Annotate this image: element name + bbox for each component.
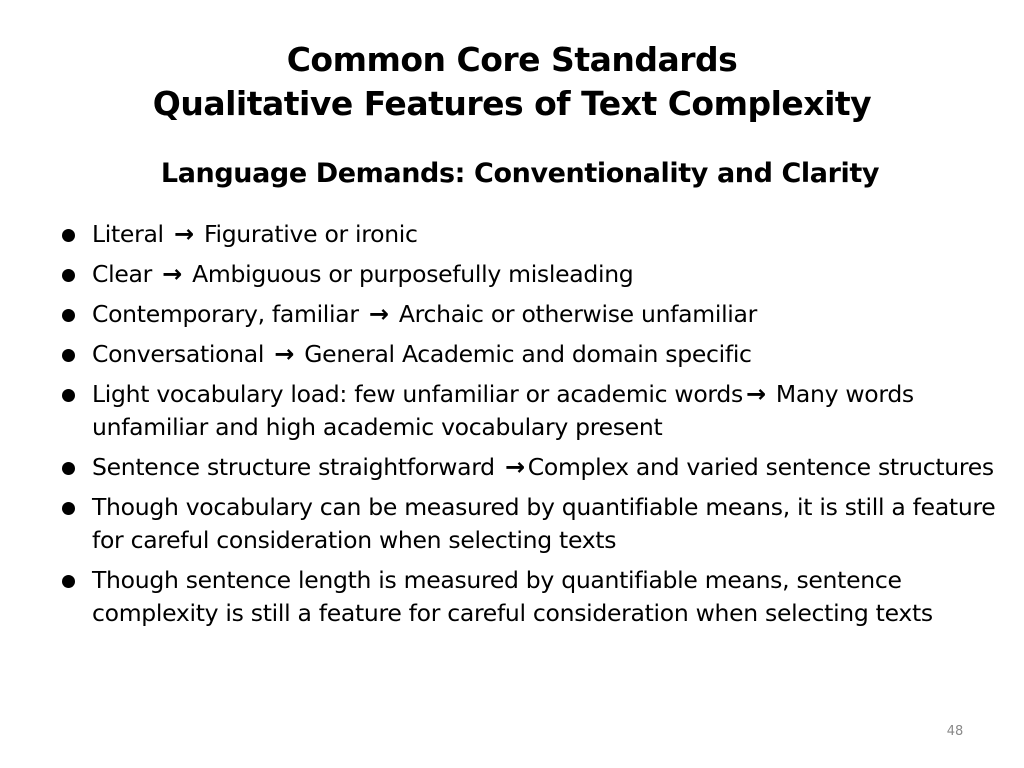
bullet-item xyxy=(60,338,1000,371)
arrow-right-icon: → xyxy=(368,300,389,328)
bullet-from-text: Sentence structure straightforward xyxy=(92,453,502,481)
bullet-to-text: Many words unfamiliar and high academic vocabulary present xyxy=(92,380,914,441)
bullet-to-text: General Academic and domain specific xyxy=(297,340,752,368)
bullet-to-text: Figurative or ironic xyxy=(196,220,418,248)
bullet-item xyxy=(60,218,1000,251)
bullet-dot-icon xyxy=(62,349,75,362)
bullet-dot-icon xyxy=(62,462,75,475)
slide-subtitle: Language Demands: Conventionality and Clarity xyxy=(160,158,880,189)
slide-title xyxy=(0,38,1024,126)
bullet-from-text: Literal xyxy=(92,220,171,248)
bullet-item xyxy=(60,298,1000,331)
bullet-from-text: Contemporary, familiar xyxy=(92,300,366,328)
arrow-right-icon: → xyxy=(274,340,295,368)
bullet-dot-icon xyxy=(62,229,75,242)
title-line-2: Qualitative Features of Text Complexity xyxy=(152,84,872,123)
arrow-right-icon: → xyxy=(162,260,182,288)
bullet-item xyxy=(60,491,1000,557)
bullet-from-text: Clear xyxy=(92,260,160,288)
bullet-item xyxy=(60,451,1000,484)
bullet-text: Though sentence length is measured by quantifiable means, sentence complexity is still a feature for careful consideration when selecting texts xyxy=(92,566,933,627)
bullet-from-text: Conversational xyxy=(92,340,272,368)
bullet-dot-icon xyxy=(62,309,75,322)
bullet-dot-icon xyxy=(62,575,75,588)
bullet-dot-icon xyxy=(62,389,75,402)
bullet-from-text: Light vocabulary load: few unfamiliar or academic words xyxy=(92,380,743,408)
bullet-item xyxy=(60,564,1000,630)
page-number: 48 xyxy=(946,724,964,739)
bullet-item xyxy=(60,258,1000,291)
arrow-right-icon: → xyxy=(504,453,525,481)
bullet-text: Though vocabulary can be measured by quantifiable means, it is still a feature for careful consideration when selecting texts xyxy=(92,493,996,554)
bullet-to-text: Archaic or otherwise unfamiliar xyxy=(391,300,757,328)
arrow-right-icon: → xyxy=(173,220,194,248)
bullet-to-text: Ambiguous or purposefully misleading xyxy=(184,260,634,288)
bullet-dot-icon xyxy=(62,502,75,515)
bullet-list xyxy=(60,218,1000,637)
bullet-to-text: Complex and varied sentence structures xyxy=(527,453,994,481)
arrow-right-icon: → xyxy=(745,380,766,408)
bullet-item xyxy=(60,378,1000,444)
bullet-dot-icon xyxy=(62,269,75,282)
title-line-1: Common Core Standards xyxy=(286,40,738,79)
